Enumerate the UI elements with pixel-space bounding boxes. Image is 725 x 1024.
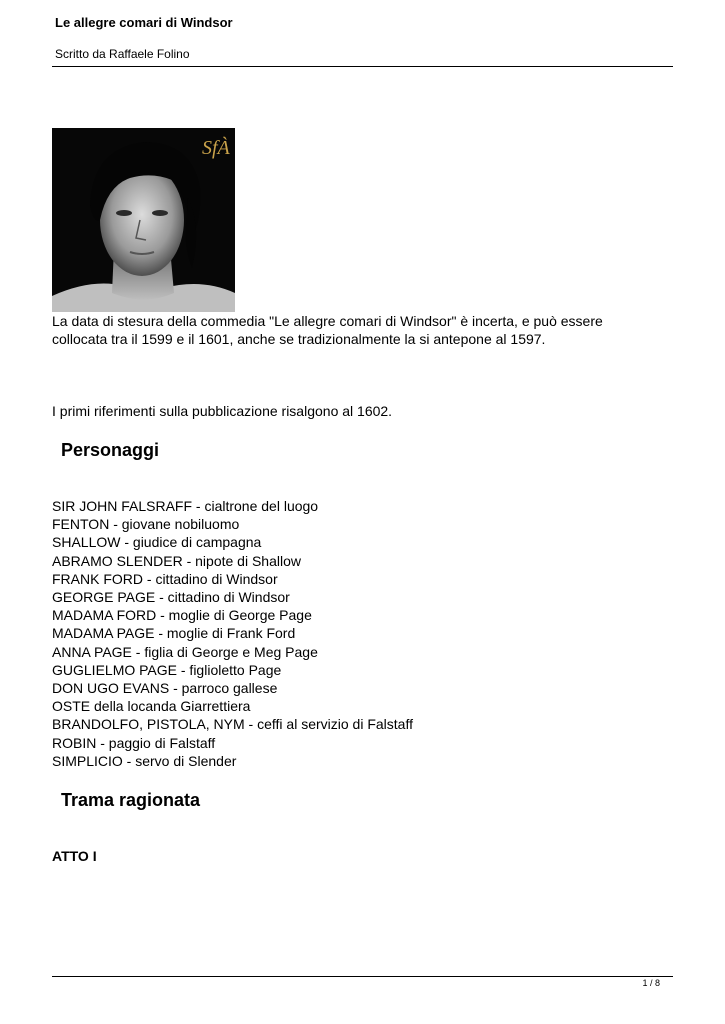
footer-divider: [52, 976, 673, 977]
character-item: MADAMA FORD - moglie di George Page: [52, 607, 312, 624]
character-item: DON UGO EVANS - parroco gallese: [52, 680, 278, 697]
trama-heading: Trama ragionata: [61, 790, 201, 810]
character-item: GUGLIELMO PAGE - figlioletto Page: [52, 661, 282, 678]
character-item: ABRAMO SLENDER - nipote di Shallow: [52, 552, 301, 569]
act-heading: ATTO I: [52, 848, 97, 864]
publication-paragraph: I primi riferimenti sulla pubblicazione risalgono al 1602.: [52, 403, 393, 419]
page-number: 1 / 8: [642, 978, 660, 988]
character-item: FRANK FORD - cittadino di Windsor: [52, 570, 278, 587]
intro-line-1: La data di stesura della commedia "Le allegre comari di Windsor" è incerta, e può essere: [52, 313, 603, 329]
character-item: SIR JOHN FALSRAFF - cialtrone del luogo: [52, 498, 319, 514]
personaggi-heading: Personaggi: [61, 440, 160, 460]
character-item: ROBIN - paggio di Falstaff: [52, 734, 216, 751]
logo-mark: SfÀ: [202, 137, 230, 159]
character-list: [52, 497, 413, 770]
author-line: Scritto da Raffaele Folino: [55, 47, 190, 61]
character-item: OSTE della locanda Giarrettiera: [52, 698, 251, 715]
character-item: MADAMA PAGE - moglie di Frank Ford: [52, 625, 296, 642]
character-item: FENTON - giovane nobiluomo: [52, 516, 240, 533]
intro-line-2: collocata tra il 1599 e il 1601, anche se tradizionalmente la si antepone al 1597.: [52, 331, 546, 347]
header-divider: [52, 66, 673, 67]
character-item: SIMPLICIO - servo di Slender: [52, 752, 237, 769]
character-item: ANNA PAGE - figlia di George e Meg Page: [52, 643, 318, 660]
character-item: SHALLOW - giudice di campagna: [52, 534, 262, 551]
author-portrait: [52, 128, 235, 312]
character-item: BRANDOLFO, PISTOLA, NYM - ceffi al servizio di Falstaff: [52, 716, 413, 733]
character-item: GEORGE PAGE - cittadino di Windsor: [52, 589, 290, 606]
intro-paragraph: [52, 312, 672, 348]
document-title: Le allegre comari di Windsor: [55, 15, 233, 30]
